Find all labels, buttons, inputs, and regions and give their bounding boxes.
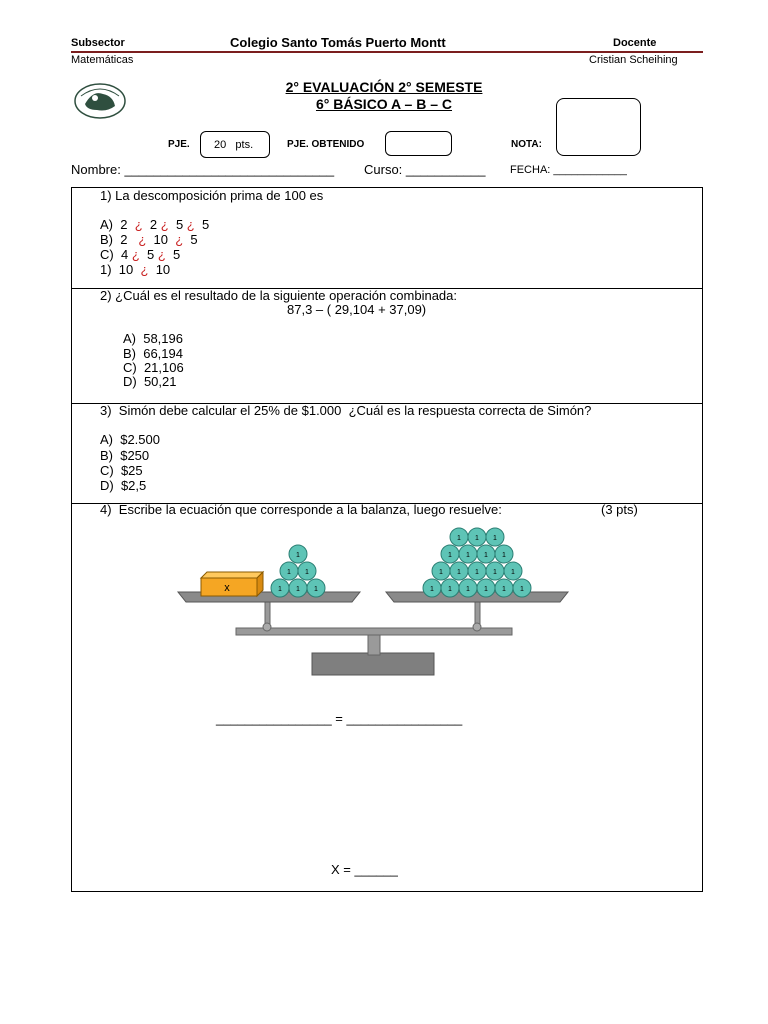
balance-scale-illustration	[170, 520, 590, 680]
header-subsector: Subsector	[71, 37, 125, 49]
nombre-field[interactable]: Nombre: _____________________________	[71, 162, 335, 177]
nota-box[interactable]	[556, 98, 641, 156]
q1-option-d[interactable]: 1) 10 ¿ 10	[100, 262, 171, 277]
unit-ball-label: 1	[448, 552, 452, 559]
unit-ball-label: 1	[448, 586, 452, 593]
unit-ball-label: 1	[287, 569, 291, 576]
header-subject: Matemáticas	[71, 54, 134, 66]
unit-ball-label: 1	[502, 552, 506, 559]
question-2-text: 2) ¿Cuál es el resultado de la siguiente operación combinada:	[100, 288, 457, 303]
q1-option-b[interactable]: B) 2 ¿ 10 ¿ 5	[100, 232, 198, 247]
q2-option-c[interactable]: C) 21,106	[123, 360, 184, 375]
unit-ball-label: 1	[314, 586, 318, 593]
exam-title: 2° EVALUACIÓN 2° SEMESTE	[285, 79, 483, 95]
header-docente: Docente	[613, 37, 657, 49]
question-2-expression: 87,3 – ( 29,104 + 37,09)	[287, 302, 427, 317]
right-pan	[386, 592, 568, 602]
unit-ball-label: 1	[484, 552, 488, 559]
scale-beam	[236, 628, 512, 635]
unknown-box-label: x	[224, 582, 230, 594]
unit-ball-label: 1	[511, 569, 515, 576]
scale-post	[368, 633, 380, 655]
header-teacher: Cristian Scheihing	[589, 54, 678, 66]
pje-obtenido-box[interactable]	[385, 131, 452, 156]
question-3-box	[71, 403, 703, 504]
unit-ball-label: 1	[484, 586, 488, 593]
q2-option-d[interactable]: D) 50,21	[123, 374, 177, 389]
unit-ball-label: 1	[502, 586, 506, 593]
q2-option-a[interactable]: A) 58,196	[123, 331, 183, 346]
question-1-text: 1) La descomposición prima de 100 es	[100, 188, 324, 203]
scale-base	[312, 653, 434, 675]
exam-subtitle: 6° BÁSICO A – B – C	[315, 96, 453, 112]
q3-option-c[interactable]: C) $25	[100, 463, 143, 478]
curso-field[interactable]: Curso: ___________	[364, 162, 486, 177]
fecha-field[interactable]: FECHA: ____________	[510, 164, 627, 176]
question-4-points: (3 pts)	[601, 502, 638, 517]
unit-ball-label: 1	[475, 535, 479, 542]
equation-line[interactable]: ________________ = ________________	[216, 711, 463, 726]
q3-option-d[interactable]: D) $2,5	[100, 478, 147, 493]
q3-option-a[interactable]: A) $2.500	[100, 432, 160, 447]
answer-line[interactable]: X = ______	[331, 862, 398, 877]
unit-ball-label: 1	[466, 552, 470, 559]
pje-label: PJE.	[168, 139, 190, 150]
unit-ball-label: 1	[457, 569, 461, 576]
nota-label: NOTA:	[511, 139, 542, 150]
unit-ball-label: 1	[520, 586, 524, 593]
question-3-text: 3) Simón debe calcular el 25% de $1.000 ¿Cuál es la respuesta correcta de Simón?	[100, 403, 592, 418]
unknown-box	[201, 572, 263, 596]
school-logo	[73, 82, 127, 120]
q1-option-a[interactable]: A) 2 ¿ 2 ¿ 5 ¿ 5	[100, 217, 210, 232]
header-rule	[71, 51, 703, 53]
unit-ball-label: 1	[475, 569, 479, 576]
unit-ball-label: 1	[466, 586, 470, 593]
question-4-text: 4) Escribe la ecuación que corresponde a la balanza, luego resuelve:	[100, 502, 502, 517]
q2-option-b[interactable]: B) 66,194	[123, 346, 183, 361]
q3-option-b[interactable]: B) $250	[100, 448, 150, 463]
unit-ball-label: 1	[278, 586, 282, 593]
header-school: Colegio Santo Tomás Puerto Montt	[230, 35, 446, 50]
unit-ball-label: 1	[305, 569, 309, 576]
ball-group	[271, 528, 531, 597]
q1-option-c[interactable]: C) 4 ¿ 5 ¿ 5	[100, 247, 181, 262]
unit-ball-label: 1	[296, 586, 300, 593]
pje-value: 20 pts.	[214, 139, 254, 151]
unit-ball-label: 1	[493, 569, 497, 576]
unit-ball-label: 1	[493, 535, 497, 542]
unit-ball-label: 1	[296, 552, 300, 559]
unit-ball-label: 1	[439, 569, 443, 576]
unit-ball-label: 1	[430, 586, 434, 593]
unit-ball-label: 1	[457, 535, 461, 542]
pje-obtenido-label: PJE. OBTENIDO	[287, 139, 365, 150]
